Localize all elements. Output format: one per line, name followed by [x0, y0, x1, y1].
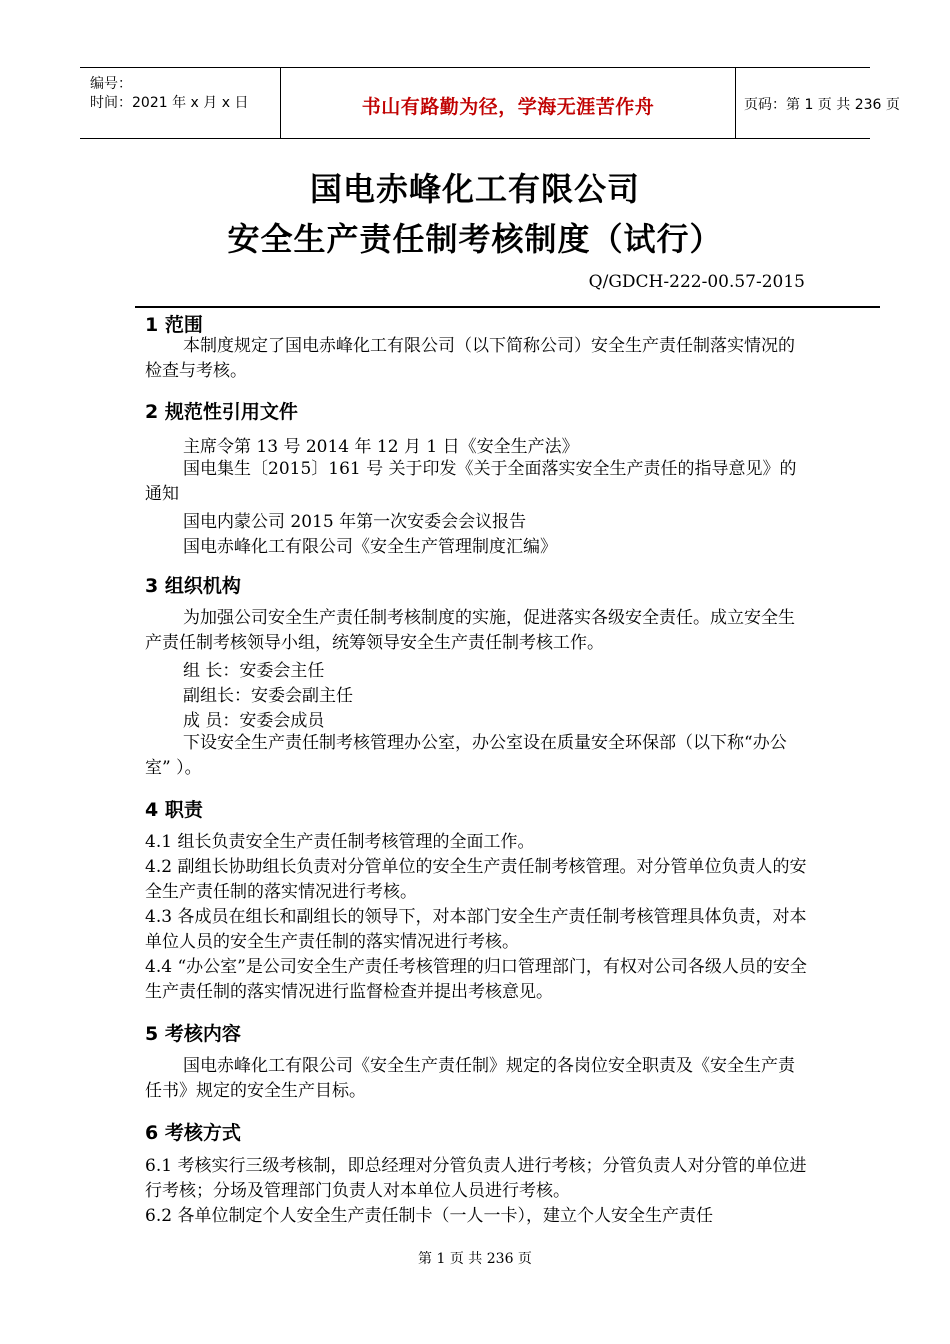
section-1-paragraph: 本制度规定了国电赤峰化工有限公司（以下简称公司）安全生产责任制落实情况的检查与考核。	[145, 336, 795, 381]
section-3-paragraph: 为加强公司安全生产责任制考核制度的实施，促进落实各级安全责任。成立安全生产责任制考核领导小组，统筹领导安全生产责任制考核工作。	[145, 608, 795, 653]
reference-item: 国电集生〔2015〕161 号 关于印发《关于全面落实安全生产责任的指导意见》的通知	[145, 459, 797, 504]
number-label: 编号：	[90, 76, 132, 92]
org-leader: 组 长：安委会主任	[183, 661, 325, 681]
section-3-office-paragraph: 下设安全生产责任制考核管理办公室，办公室设在质量安全环保部（以下称“办公室” ）。	[145, 733, 787, 778]
reference-item: 主席令第 13 号 2014 年 12 月 1 日《安全生产法》	[183, 437, 579, 457]
page-footer: 第 1 页 共 236 页	[418, 1251, 532, 1267]
document-title: 安全生产责任制考核制度（试行）	[227, 220, 723, 258]
method-item: 6.2 各单位制定个人安全生产责任制卡（一人一卡），建立个人安全生产责任	[145, 1206, 713, 1226]
title-divider	[135, 306, 880, 308]
duty-item: 4.2 副组长协助组长负责对分管单位的安全生产责任制考核管理。对分管单位负责人的安全生产责任制的落实情况进行考核。	[145, 857, 807, 902]
org-deputy: 副组长：安委会副主任	[183, 686, 353, 706]
header-info-cell	[80, 68, 281, 138]
page-label: 页码：第 1 页 共 236 页	[744, 97, 900, 113]
section-1-heading: 1 范围	[145, 314, 203, 336]
duty-item: 4.1 组长负责安全生产责任制考核管理的全面工作。	[145, 832, 535, 852]
reference-item: 国电赤峰化工有限公司《安全生产管理制度汇编》	[183, 537, 557, 557]
section-4-heading: 4 职责	[145, 799, 203, 821]
document-number: Q/GDCH-222-00.57-2015	[588, 272, 805, 292]
section-5-paragraph: 国电赤峰化工有限公司《安全生产责任制》规定的各岗位安全职责及《安全生产责任书》规定的安全生产目标。	[145, 1056, 795, 1101]
time-label: 时间：2021 年 x 月 x 日	[90, 95, 249, 111]
header-motto-cell	[281, 68, 736, 138]
company-title: 国电赤峰化工有限公司	[309, 170, 640, 208]
header-page-cell	[736, 68, 900, 138]
reference-item: 国电内蒙公司 2015 年第一次安委会会议报告	[183, 512, 527, 532]
duty-item: 4.4 “办公室”是公司安全生产责任考核管理的归口管理部门，有权对公司各级人员的安全生产责任制的落实情况进行监督检查并提出考核意见。	[145, 957, 807, 1002]
section-2-heading: 2 规范性引用文件	[145, 401, 298, 423]
section-5-heading: 5 考核内容	[145, 1023, 241, 1045]
org-members: 成 员：安委会成员	[183, 711, 325, 731]
section-6-heading: 6 考核方式	[145, 1122, 241, 1144]
method-item: 6.1 考核实行三级考核制，即总经理对分管负责人进行考核；分管负责人对分管的单位进行考核；分场及管理部门负责人对本单位人员进行考核。	[145, 1156, 807, 1201]
motto-text: 书山有路勤为径，学海无涯苦作舟	[361, 96, 655, 118]
header-table	[80, 67, 900, 139]
duty-item: 4.3 各成员在组长和副组长的领导下，对本部门安全生产责任制考核管理具体负责，对本单位人员的安全生产责任制的落实情况进行考核。	[145, 907, 807, 952]
section-3-heading: 3 组织机构	[145, 575, 241, 597]
